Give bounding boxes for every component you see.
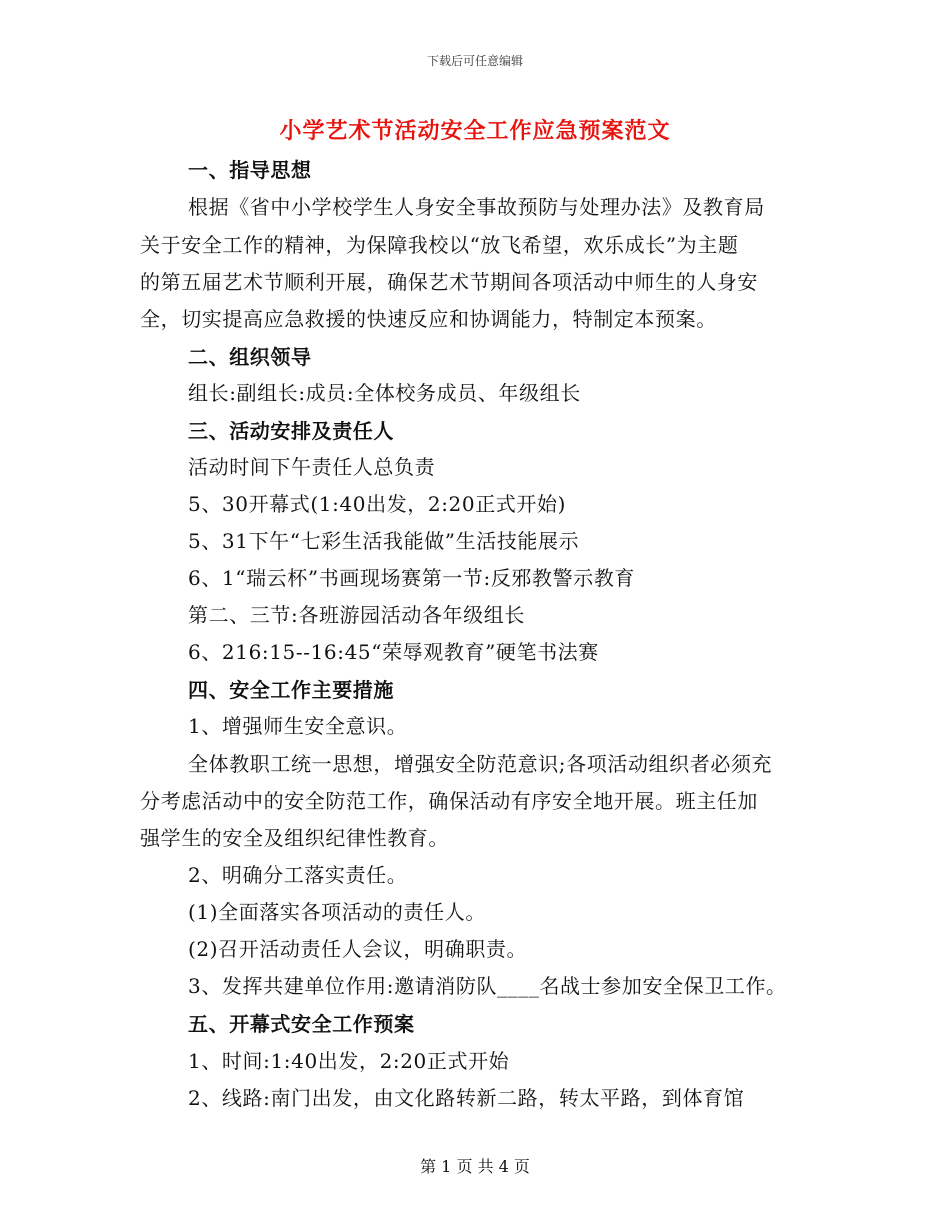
section-heading-2: 二、组织领导 bbox=[188, 345, 312, 369]
schedule-item: 5、30开幕式(1:40出发，2:20正式开始) bbox=[188, 492, 567, 516]
paragraph-line: 的第五届艺术节顺利开展，确保艺术节期间各项活动中师生的人身安 bbox=[140, 270, 758, 294]
numbered-item: 1、时间:1:40出发，2:20正式开始 bbox=[188, 1049, 510, 1073]
section-heading-4: 四、安全工作主要措施 bbox=[188, 678, 394, 702]
paragraph-line: 关于安全工作的精神，为保障我校以“放飞希望，欢乐成长”为主题 bbox=[140, 233, 739, 257]
paragraph-line: 分考虑活动中的安全防范工作，确保活动有序安全地开展。班主任加 bbox=[140, 789, 758, 813]
section-heading-1: 一、指导思想 bbox=[188, 158, 312, 182]
schedule-item: 6、1“瑞云杯”书画现场赛第一节:反邪教警示教育 bbox=[188, 566, 636, 590]
paragraph-line: 组长:副组长:成员:全体校务成员、年级组长 bbox=[188, 381, 581, 405]
section-heading-3: 三、活动安排及责任人 bbox=[188, 419, 394, 443]
section-heading-5: 五、开幕式安全工作预案 bbox=[188, 1012, 415, 1036]
numbered-item: 3、发挥共建单位作用:邀请消防队____名战士参加安全保卫工作。 bbox=[188, 974, 787, 998]
numbered-item: 2、线路:南门出发，由文化路转新二路，转太平路，到体育馆 bbox=[188, 1086, 745, 1110]
numbered-item: 2、明确分工落实责任。 bbox=[188, 863, 408, 887]
paragraph-line: 根据《省中小学校学生人身安全事故预防与处理办法》及教育局 bbox=[188, 195, 765, 219]
page-header: 下载后可任意编辑 bbox=[426, 54, 523, 68]
schedule-item: 第二、三节:各班游园活动各年级组长 bbox=[188, 603, 525, 627]
paragraph-line: 全体教职工统一思想，增强安全防范意识;各项活动组织者必须充 bbox=[188, 752, 773, 776]
schedule-item: 5、31下午“七彩生活我能做”生活技能展示 bbox=[188, 529, 580, 553]
schedule-item: 6、216:15--16:45“荣辱观教育”硬笔书法赛 bbox=[188, 640, 599, 664]
numbered-item: 1、增强师生安全意识。 bbox=[188, 714, 408, 738]
numbered-item: (1)全面落实各项活动的责任人。 bbox=[188, 900, 486, 924]
paragraph-line: 强学生的安全及组织纪律性教育。 bbox=[140, 826, 449, 850]
page-footer: 第 1 页 共 4 页 bbox=[420, 1157, 530, 1176]
document-title: 小学艺术节活动安全工作应急预案范文 bbox=[279, 118, 671, 144]
paragraph-line: 全，切实提高应急救援的快速反应和协调能力，特制定本预案。 bbox=[140, 307, 717, 331]
numbered-item: (2)召开活动责任人会议，明确职责。 bbox=[188, 937, 528, 961]
paragraph-line: 活动时间下午责任人总负责 bbox=[188, 455, 436, 479]
